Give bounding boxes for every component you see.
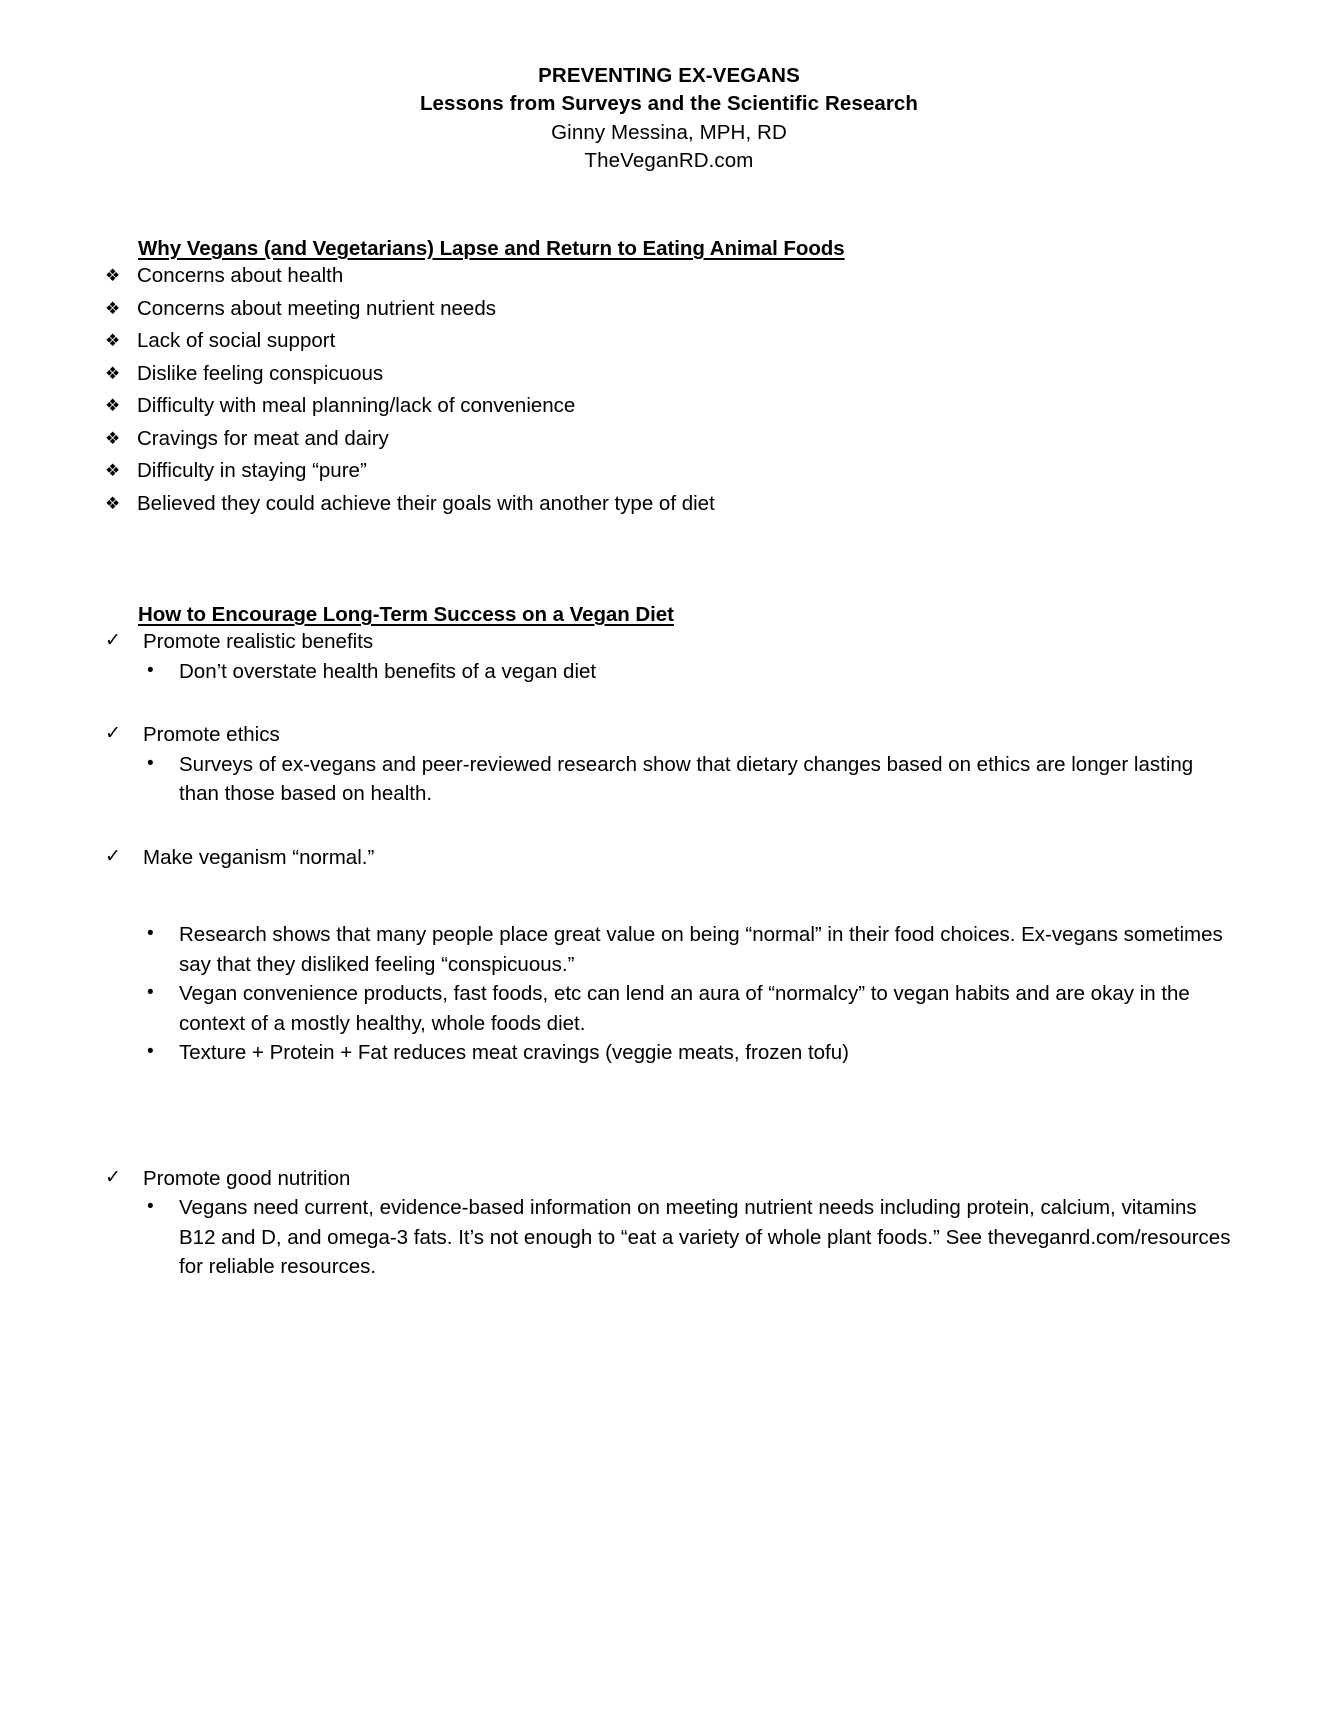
document-subtitle: Lessons from Surveys and the Scientific Research bbox=[419, 92, 919, 116]
diamond-bullet-icon: ❖ bbox=[105, 331, 121, 351]
list-item-label: Concerns about health bbox=[137, 264, 344, 288]
sub-list-item-label: Vegan convenience products, fast foods, etc can lend an aura of “normalcy” to vegan habits and are okay in the context of a mostly healthy, whole foods diet. bbox=[179, 982, 1190, 1035]
list-item bbox=[105, 489, 1233, 519]
spacer bbox=[105, 686, 1233, 720]
check-bullet-icon: ✓ bbox=[105, 845, 121, 867]
diamond-bullet-icon: ❖ bbox=[105, 266, 121, 286]
check-bullet-icon: ✓ bbox=[105, 1166, 121, 1188]
sub-list-item-label: Texture + Protein + Fat reduces meat cravings (veggie meats, frozen tofu) bbox=[179, 1041, 849, 1065]
list-item bbox=[105, 391, 1233, 421]
list-item bbox=[105, 627, 1233, 686]
sub-list-item bbox=[143, 1193, 1233, 1282]
dot-bullet-icon: • bbox=[147, 923, 154, 945]
sub-list bbox=[143, 920, 1233, 1068]
check-bullet-icon: ✓ bbox=[105, 630, 121, 652]
sub-list bbox=[143, 750, 1233, 809]
list-item bbox=[105, 359, 1233, 389]
document-header bbox=[105, 62, 1233, 175]
sub-list-item bbox=[143, 750, 1233, 809]
list-item-label: Concerns about meeting nutrient needs bbox=[137, 296, 496, 320]
sub-list bbox=[143, 1193, 1233, 1282]
diamond-bullet-icon: ❖ bbox=[105, 428, 121, 448]
sub-list-item bbox=[143, 920, 1233, 979]
list-item-label: Promote realistic benefits bbox=[143, 630, 374, 654]
check-bullet-icon: ✓ bbox=[105, 723, 121, 745]
diamond-bullet-icon: ❖ bbox=[105, 493, 121, 513]
list-item bbox=[105, 1164, 1233, 1282]
spacer bbox=[105, 809, 1233, 843]
list-item-label: Believed they could achieve their goals with another type of diet bbox=[137, 491, 715, 515]
list-item-label: Dislike feeling conspicuous bbox=[137, 361, 384, 385]
list-item bbox=[105, 456, 1233, 486]
dot-bullet-icon: • bbox=[147, 1196, 154, 1218]
diamond-bullet-icon: ❖ bbox=[105, 363, 121, 383]
list-item-label: Lack of social support bbox=[137, 329, 336, 353]
dot-bullet-icon: • bbox=[147, 982, 154, 1004]
section-1-list bbox=[105, 261, 1233, 518]
sub-list-item-label: Surveys of ex-vegans and peer-reviewed research show that dietary changes based on ethics are longer lasting than those based on health. bbox=[179, 752, 1194, 806]
list-item bbox=[105, 720, 1233, 809]
section-2 bbox=[138, 603, 1233, 627]
dot-bullet-icon: • bbox=[147, 659, 154, 681]
list-item-label: Cravings for meat and dairy bbox=[137, 426, 389, 450]
sub-list-item bbox=[143, 979, 1233, 1038]
section-1-heading: Why Vegans (and Vegetarians) Lapse and Return to Eating Animal Foods bbox=[138, 237, 845, 261]
document-title: PREVENTING EX-VEGANS bbox=[538, 64, 800, 87]
diamond-bullet-icon: ❖ bbox=[105, 461, 121, 481]
section-2-list bbox=[105, 627, 1233, 1282]
list-item bbox=[105, 843, 1233, 1068]
document-website: TheVeganRD.com bbox=[584, 148, 754, 172]
spacer bbox=[143, 872, 1233, 920]
sub-list-item-label: Vegans need current, evidence-based information on meeting nutrient needs including protein, calcium, vitamins B12 and D, and omega-3 fats. It’s not enough to “eat a variety of whole plant foods.” See theveganrd.com/resources for reliable resources. bbox=[179, 1196, 1231, 1279]
list-item-label: Promote ethics bbox=[143, 723, 280, 747]
dot-bullet-icon: • bbox=[147, 1041, 154, 1063]
spacer bbox=[105, 1068, 1233, 1164]
sub-list-item-label: Research shows that many people place great value on being “normal” in their food choices. Ex-vegans sometimes say that they disliked feeling “conspicuous.” bbox=[179, 923, 1223, 976]
section-2-heading: How to Encourage Long-Term Success on a Vegan Diet bbox=[138, 603, 674, 627]
diamond-bullet-icon: ❖ bbox=[105, 396, 121, 416]
list-item bbox=[105, 261, 1233, 291]
diamond-bullet-icon: ❖ bbox=[105, 298, 121, 318]
sub-list bbox=[143, 657, 1233, 687]
sub-list-item bbox=[143, 1038, 1233, 1068]
sub-list-item-label: Don’t overstate health benefits of a vegan diet bbox=[179, 659, 597, 683]
sub-list-item bbox=[143, 657, 1233, 687]
dot-bullet-icon: • bbox=[147, 752, 154, 774]
list-item-label: Difficulty in staying “pure” bbox=[137, 459, 367, 483]
list-item bbox=[105, 294, 1233, 324]
document-author: Ginny Messina, MPH, RD bbox=[551, 120, 787, 144]
list-item bbox=[105, 326, 1233, 356]
section-1 bbox=[138, 237, 1233, 261]
list-item-label: Make veganism “normal.” bbox=[143, 845, 375, 869]
list-item-label: Promote good nutrition bbox=[143, 1166, 351, 1190]
list-item bbox=[105, 424, 1233, 454]
list-item-label: Difficulty with meal planning/lack of convenience bbox=[137, 394, 576, 418]
